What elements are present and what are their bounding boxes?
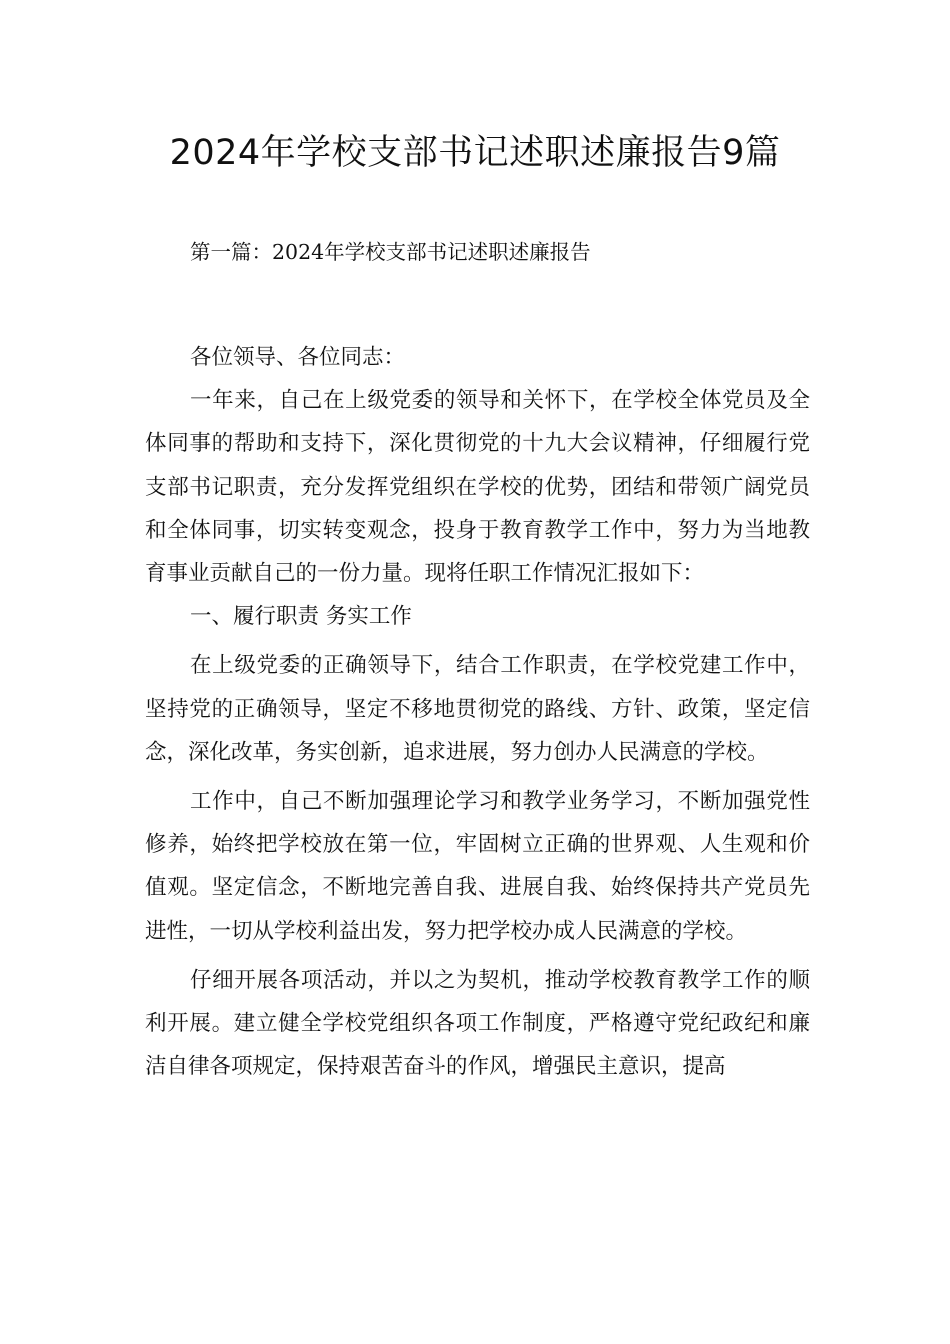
document-title: 2024年学校支部书记述职述廉报告9篇 [169,133,781,173]
body-paragraph: 工作中，自己不断加强理论学习和教学业务学习，不断加强党性修养，始终把学校放在第一位，牢固树立正确的世界观、人生观和价值观。坚定信念，不断地完善自我、进展自我、始终保持共产党员先进性，一切从学校利益出发，努力把学校办成人民满意的学校。 [145,789,810,944]
salutation-paragraph: 各位领导、各位同志： [190,345,406,370]
document-body [145,336,810,1088]
body-paragraph: 一年来，自己在上级党委的领导和关怀下，在学校全体党员及全体同事的帮助和支持下，深化贯彻党的十九大会议精神，仔细履行党支部书记职责，充分发挥党组织在学校的优势，团结和带领广阔党员和全体同事，切实转变观念，投身于教育教学工作中，努力为当地教育事业贡献自己的一份力量。现将任职工作情况汇报如下： [145,388,810,587]
body-paragraph: 仔细开展各项活动，并以之为契机，推动学校教育教学工作的顺利开展。建立健全学校党组织各项工作制度，严格遵守党纪政纪和廉洁自律各项规定，保持艰苦奋斗的作风，增强民主意识，提高 [145,967,810,1080]
section-heading: 第一篇：2024年学校支部书记述职述廉报告 [190,240,591,264]
section-heading-paragraph: 一、履行职责 务实工作 [190,604,412,630]
body-paragraph: 在上级党委的正确领导下，结合工作职责，在学校党建工作中，坚持党的正确领导，坚定不移地贯彻党的路线、方针、政策，坚定信念，深化改革，务实创新，追求进展，努力创办人民满意的学校。 [145,653,810,765]
